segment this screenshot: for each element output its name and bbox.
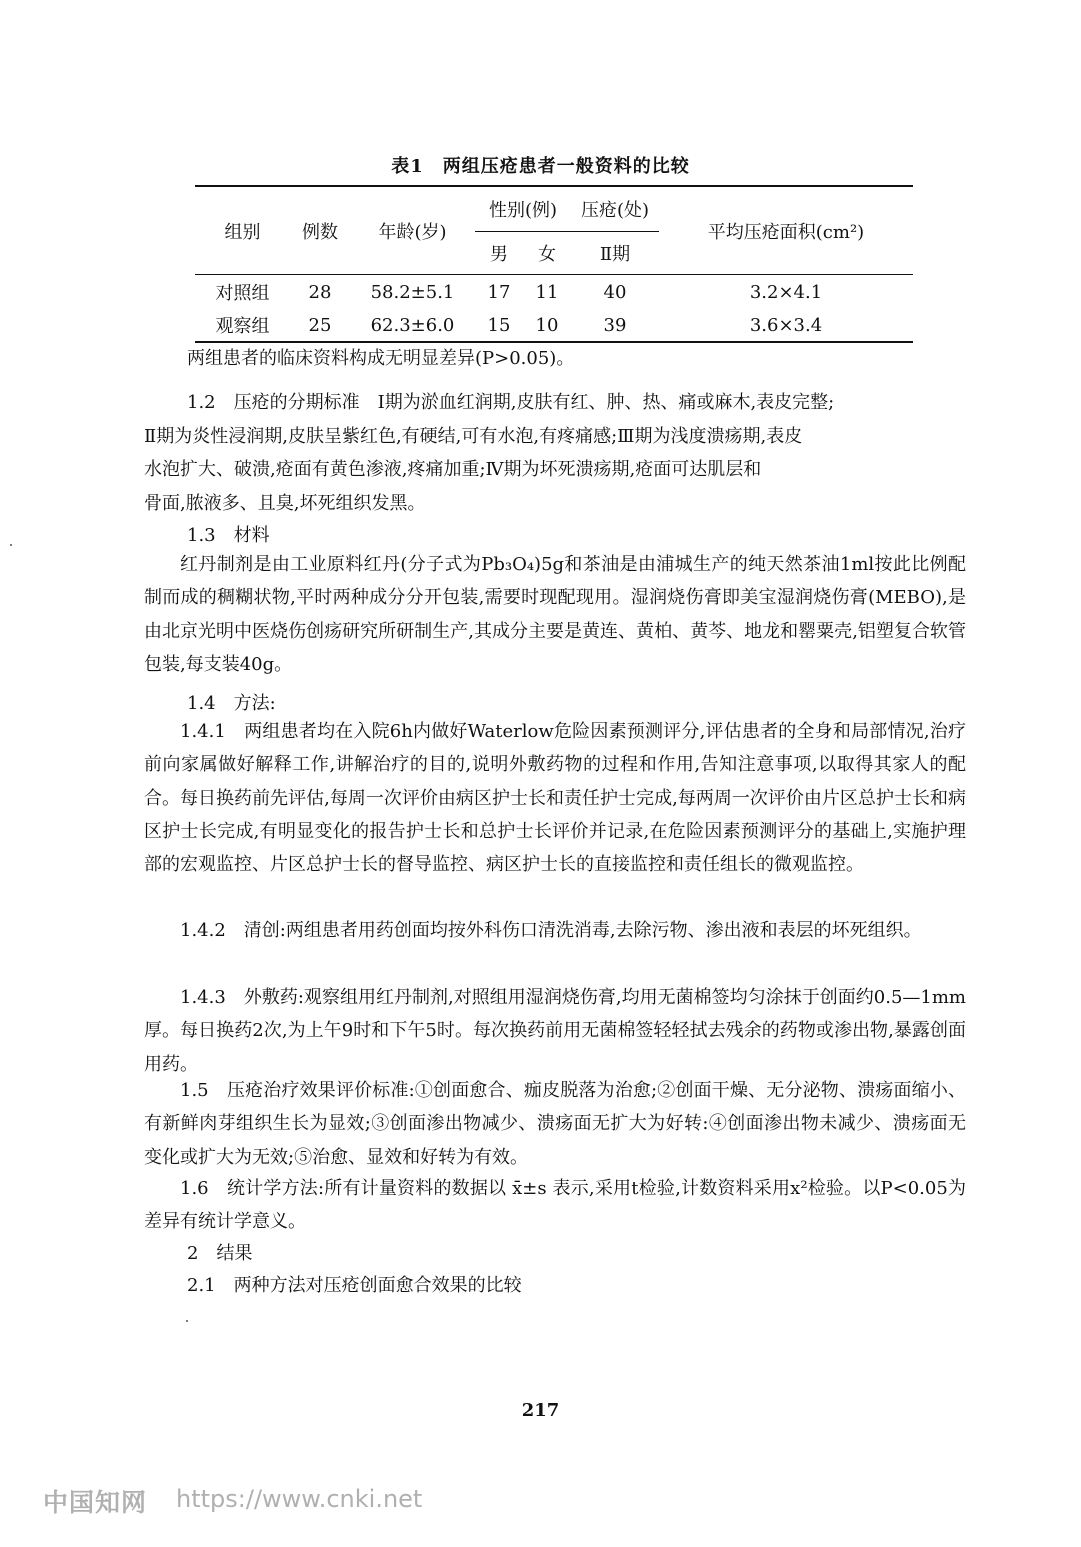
header-female: 女 — [538, 244, 556, 265]
cell-stage2: 39 — [603, 314, 627, 336]
header-sex: 性别(例) — [475, 186, 571, 232]
section-1-3-text: 红丹制剂是由工业原料红丹(分子式为Pb₃O₄)5g和茶油是由浦城生产的纯天然茶油1ml按此比例配制而成的稠糊状物,平时两种成分分开包装,需要时现配现用。湿润烧伤膏即美宝湿润烧伤膏(MEBO),是由北京光明中医烧伤创疡研究所研制生产,其成分主要是黄连、黄柏、黄芩、地龙和罂粟壳,铝塑复合软管包装,每支装40g。 — [144, 554, 966, 675]
cell-age: 62.3±6.0 — [370, 314, 455, 336]
scan-speck — [10, 544, 12, 546]
header-ulcer: 压疮(处) — [571, 186, 659, 232]
table-header-row — [195, 186, 913, 232]
table-note: 两组患者的临床资料构成无明显差异(P>0.05)。 — [187, 348, 575, 369]
section-1-3-title: 1.3 材料 — [187, 525, 270, 546]
section-1-2-line-3: 水泡扩大、破溃,疮面有黄色渗液,疼痛加重;Ⅳ期为坏死溃疡期,疮面可达肌层和 — [144, 459, 762, 480]
table-caption: 表1 两组压疮患者一般资料的比较 — [391, 156, 690, 177]
cell-male: 17 — [475, 275, 523, 310]
watermark-url: https://www.cnki.net — [176, 1485, 423, 1513]
cell-female: 10 — [535, 314, 559, 336]
scan-speck — [186, 1320, 188, 1322]
cell-stage2: 40 — [571, 275, 659, 310]
cell-count: 28 — [290, 275, 350, 310]
section-2-title: 2 结果 — [187, 1243, 253, 1264]
data-table — [195, 185, 913, 343]
section-1-5-text: 1.5 压疮治疗效果评价标准:①创面愈合、痂皮脱落为治愈;②创面干燥、无分泌物、溃疡面缩小、有新鲜肉芽组织生长为显效;③创面渗出物减少、溃疡面无扩大为好转:④创面渗出物未减少、溃疡面无变化或扩大为无效;⑤治愈、显效和好转为有效。 — [144, 1080, 966, 1168]
section-2-1-title: 2.1 两种方法对压疮创面愈合效果的比较 — [187, 1275, 522, 1296]
header-area: 平均压疮面积(cm²) — [659, 186, 913, 275]
cell-age: 58.2±5.1 — [350, 275, 475, 310]
header-group: 组别 — [195, 186, 290, 275]
section-1-4-2-text: 1.4.2 清创:两组患者用药创面均按外科伤口清洗消毒,去除污物、渗出液和表层的坏死组织。 — [180, 920, 922, 941]
watermark-brand: 中国知网 — [43, 1488, 148, 1517]
table-row — [195, 309, 913, 342]
page-number: 217 — [521, 1400, 560, 1421]
section-1-4-title: 1.4 方法: — [187, 693, 276, 714]
section-1-2-line-4: 骨面,脓液多、且臭,坏死组织发黑。 — [144, 493, 426, 514]
header-male: 男 — [490, 244, 508, 265]
cell-male: 15 — [487, 314, 511, 336]
cell-female: 11 — [523, 275, 571, 310]
header-count: 例数 — [290, 186, 350, 275]
section-1-2-line-1: 1.2 压疮的分期标准 Ⅰ期为淤血红润期,皮肤有红、肿、热、痛或麻木,表皮完整; — [187, 392, 835, 413]
header-age: 年龄(岁) — [350, 186, 475, 275]
section-1-4-1-text: 1.4.1 两组患者均在入院6h内做好Waterlow危险因素预测评分,评估患者的全身和局部情况,治疗前向家属做好解释工作,讲解治疗的目的,说明外敷药物的过程和作用,告知注意事项,以取得其家人的配合。每日换药前先评估,每周一次评价由病区护士长和责任护士完成,每两周一次评价由片区总护士长和病区护士长完成,有明显变化的报告护士长和总护士长评价并记录,在危险因素预测评分的基础上,实施护理部的宏观监控、片区总护士长的督导监控、病区护士长的直接监控和责任组长的微观监控。 — [144, 721, 966, 876]
table-row — [195, 275, 913, 310]
section-1-4-3-text: 1.4.3 外敷药:观察组用红丹制剂,对照组用湿润烧伤膏,均用无菌棉签均匀涂抹于创面约0.5—1mm厚。每日换药2次,为上午9时和下午5时。每次换药前用无菌棉签轻轻拭去残余的药物或渗出物,暴露创面用药。 — [144, 987, 966, 1075]
cell-count: 25 — [308, 314, 332, 336]
section-1-2-line-2: Ⅱ期为炎性浸润期,皮肤呈紫红色,有硬结,可有水泡,有疼痛感;Ⅲ期为浅度溃疡期,表皮 — [144, 426, 803, 447]
cell-area: 3.2×4.1 — [659, 275, 913, 310]
header-stage2: Ⅱ期 — [599, 244, 631, 265]
cell-group: 对照组 — [195, 275, 290, 310]
section-1-6-text: 1.6 统计学方法:所有计量资料的数据以 x̄±s 表示,采用t检验,计数资料采用x²检验。以P<0.05为差异有统计学意义。 — [144, 1178, 966, 1233]
cell-area: 3.6×3.4 — [749, 314, 823, 336]
cell-group: 观察组 — [215, 316, 270, 337]
